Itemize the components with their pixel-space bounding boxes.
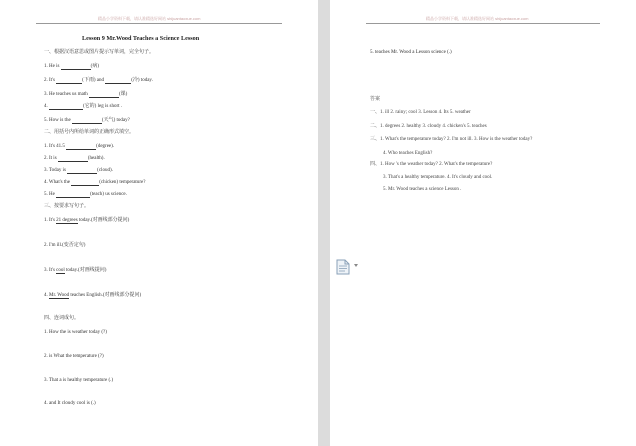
page-gutter [318,0,330,446]
answer-line: 4. Who teaches English? [383,151,433,156]
question-line: 4. (它的) leg is short . [44,104,123,109]
section-1-heading: 一、根据汉语意思或图片提示写单词，完全句子。 [44,50,155,55]
answer-line: 三、1. What's the temperature today? 2. I'm not ill. 3. How is the weather today? [370,137,533,142]
answer-line: 四、1. How 's the weather today? 2. What's the temperature? [370,162,493,167]
page-title: Lesson 9 Mr.Wood Teaches a Science Lesson [82,35,200,42]
right-page [330,0,636,446]
section-2-heading: 二、用括号内所给单词的正确形式填空。 [44,130,135,135]
question-line: 2. It is (health). [44,156,105,161]
answer-line: 5. Mr. Wood teaches a science Lesson . [383,187,462,192]
header-rule [366,23,600,24]
question-line: 1. How the is weather today (?) [44,330,107,335]
question-line: 3. It's cool today.(对画线提问) [44,268,107,273]
dropdown-caret-icon[interactable] [354,264,358,267]
document-icon[interactable] [336,259,350,275]
question-line: 2. It's (下雨) and (冷) today. [44,78,153,83]
answers-heading: 答案 [370,97,381,102]
question-line: 4. Mr. Wood teaches English.(对画线部分提问) [44,293,142,298]
question-line: 1. It's 21 degrees today.(对画线部分提问) [44,218,130,223]
answer-line: 二、1. degrees 2. healthy 3. cloudy 4. chicken's 5. teaches [370,124,487,129]
question-line: 5. How is the (天气) today? [44,118,130,123]
question-line: 1. He is (病) [44,64,100,69]
question-line: 1. It's 41.5 (degree). [44,144,115,149]
section-4-heading: 四、连词成句。 [44,316,80,321]
question-line: 3. He teaches us math (课) [44,92,128,97]
question-line: 2. is What the temperature (?) [44,354,104,359]
question-line: 4. What's the (chicken) temperature? [44,180,146,185]
header-rule [36,23,282,24]
question-line: 3. Today is (cloud). [44,168,113,173]
header-watermark: 精品小学资料下载，请认准精选好网站 shijuantaoxue.com [426,16,529,21]
question-line: 3. That a is healthy temperature (.) [44,378,114,383]
question-line: 4. and It cloudy cool is (.) [44,401,96,406]
section-3-heading: 三、按要求写句子。 [44,204,90,209]
answer-line: 3. That's a healthy temperature. 4. It's cloudy and cool. [383,175,493,180]
answer-line: 一、1. ill 2. rainy; cool 3. Lesson 4. Its 5. weather [370,110,471,115]
question-line: 5. He (teach) us science. [44,192,127,197]
header-watermark: 精品小学资料下载，请认准精选好网站 shijuantaoxue.com [98,16,201,21]
question-line: 2. I'm ill.(变否定句) [44,243,86,248]
question-line: 5. teaches Mr. Wood a Lesson science (.) [370,50,452,55]
